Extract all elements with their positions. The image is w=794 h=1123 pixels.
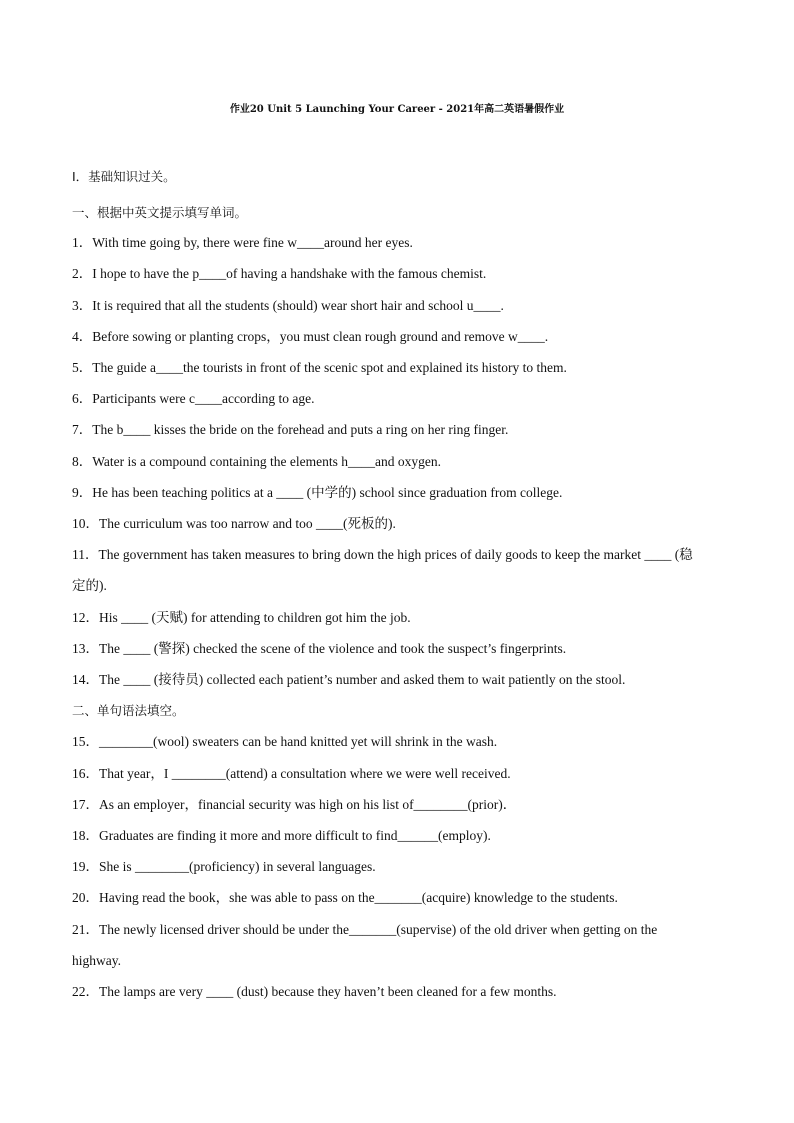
question-number: 22． [72,984,99,999]
question-number: 16． [72,766,99,781]
question-text: It is required that all the students (should) wear short hair and school u____. [92,298,504,313]
question-number: 18． [72,828,99,843]
question-number: 9． [72,485,93,500]
question-text: The curriculum was too narrow and too ____(死板的). [99,516,396,531]
question-line [72,764,722,784]
question-number: 3． [72,298,93,313]
question-line [72,795,722,815]
question-text: As an employer，financial security was high on his list of________(prior)． [99,797,517,812]
question-line [72,545,722,565]
question-line [72,982,722,1002]
question-number: 4． [72,329,93,344]
question-line [72,920,722,940]
question-number: 12． [72,610,99,625]
question-line [72,670,722,690]
question-line [72,358,722,378]
question-line [72,857,722,877]
question-text: His ____ (天赋) for attending to children got him the job. [99,610,411,625]
section-heading: I．基础知识过关。 [72,169,176,184]
question-number: 7． [72,422,93,437]
question-line [72,608,722,628]
question-text: With time going by, there were fine w____around her eyes. [92,235,413,250]
question-text: Water is a compound containing the elements h____and oxygen. [92,454,441,469]
question-number: 17． [72,797,99,812]
question-number: 20． [72,890,99,905]
question-number: 13． [72,641,99,656]
question-text: Graduates are finding it more and more difficult to find______(employ). [99,828,491,843]
question-text: highway. [72,953,121,968]
question-text: I hope to have the p____of having a handshake with the famous chemist. [92,266,487,281]
question-line [72,888,722,908]
question-line [72,296,722,316]
question-text: The b____ kisses the bride on the forehead and puts a ring on her ring finger. [92,422,509,437]
question-number: 2． [72,266,93,281]
question-line [72,732,722,752]
question-line [72,327,722,347]
question-line-continuation [72,951,722,971]
question-line [72,389,722,409]
question-number: 15． [72,734,99,749]
question-text: Participants were c____according to age. [92,391,315,406]
question-number: 11． [72,547,99,562]
page-title: 作业20 Unit 5 Launching Your Career - 2021年高二英语暑假作业 [229,104,565,115]
question-text: ________(wool) sweaters can be hand knitted yet will shrink in the wash. [99,734,498,749]
question-text: The newly licensed driver should be under the_______(supervise) of the old driver when getting on the [99,922,658,937]
question-line [72,233,722,253]
question-number: 14． [72,672,99,687]
part1-heading: 一、根据中英文提示填写单词。 [72,205,248,220]
question-text: The ____ (接待员) collected each patient’s number and asked them to wait patiently on the stool. [99,672,626,687]
question-number: 5． [72,360,93,375]
question-number: 21． [72,922,99,937]
question-number: 19． [72,859,99,874]
question-text: Before sowing or planting crops，you must clean rough ground and remove w____. [92,329,549,344]
question-text: The lamps are very ____ (dust) because they haven’t been cleaned for a few months. [99,984,557,999]
question-text: The ____ (警探) checked the scene of the violence and took the suspect’s fingerprints. [99,641,567,656]
question-line [72,826,722,846]
part2-heading: 二、单句语法填空。 [72,703,185,718]
question-number: 1． [72,235,93,250]
question-text: She is ________(proficiency) in several languages. [99,859,376,874]
question-line [72,639,722,659]
question-line [72,452,722,472]
question-number: 6． [72,391,93,406]
question-number: 10． [72,516,99,531]
question-text: That year，I ________(attend) a consultation where we were well received. [99,766,511,781]
question-text: The government has taken measures to bring down the high prices of daily goods to keep the market ____ (稳 [98,547,693,562]
question-line [72,264,722,284]
question-text: The guide a____the tourists in front of the scenic spot and explained its history to them. [92,360,567,375]
question-line [72,420,722,440]
question-number: 8． [72,454,93,469]
question-line [72,483,722,503]
question-text: He has been teaching politics at a ____ (中学的) school since graduation from college. [92,485,563,500]
question-line-continuation [72,576,722,596]
question-line [72,514,722,534]
question-text: Having read the book，she was able to pass on the_______(acquire) knowledge to the students. [99,890,618,905]
question-text: 定的). [72,578,107,593]
